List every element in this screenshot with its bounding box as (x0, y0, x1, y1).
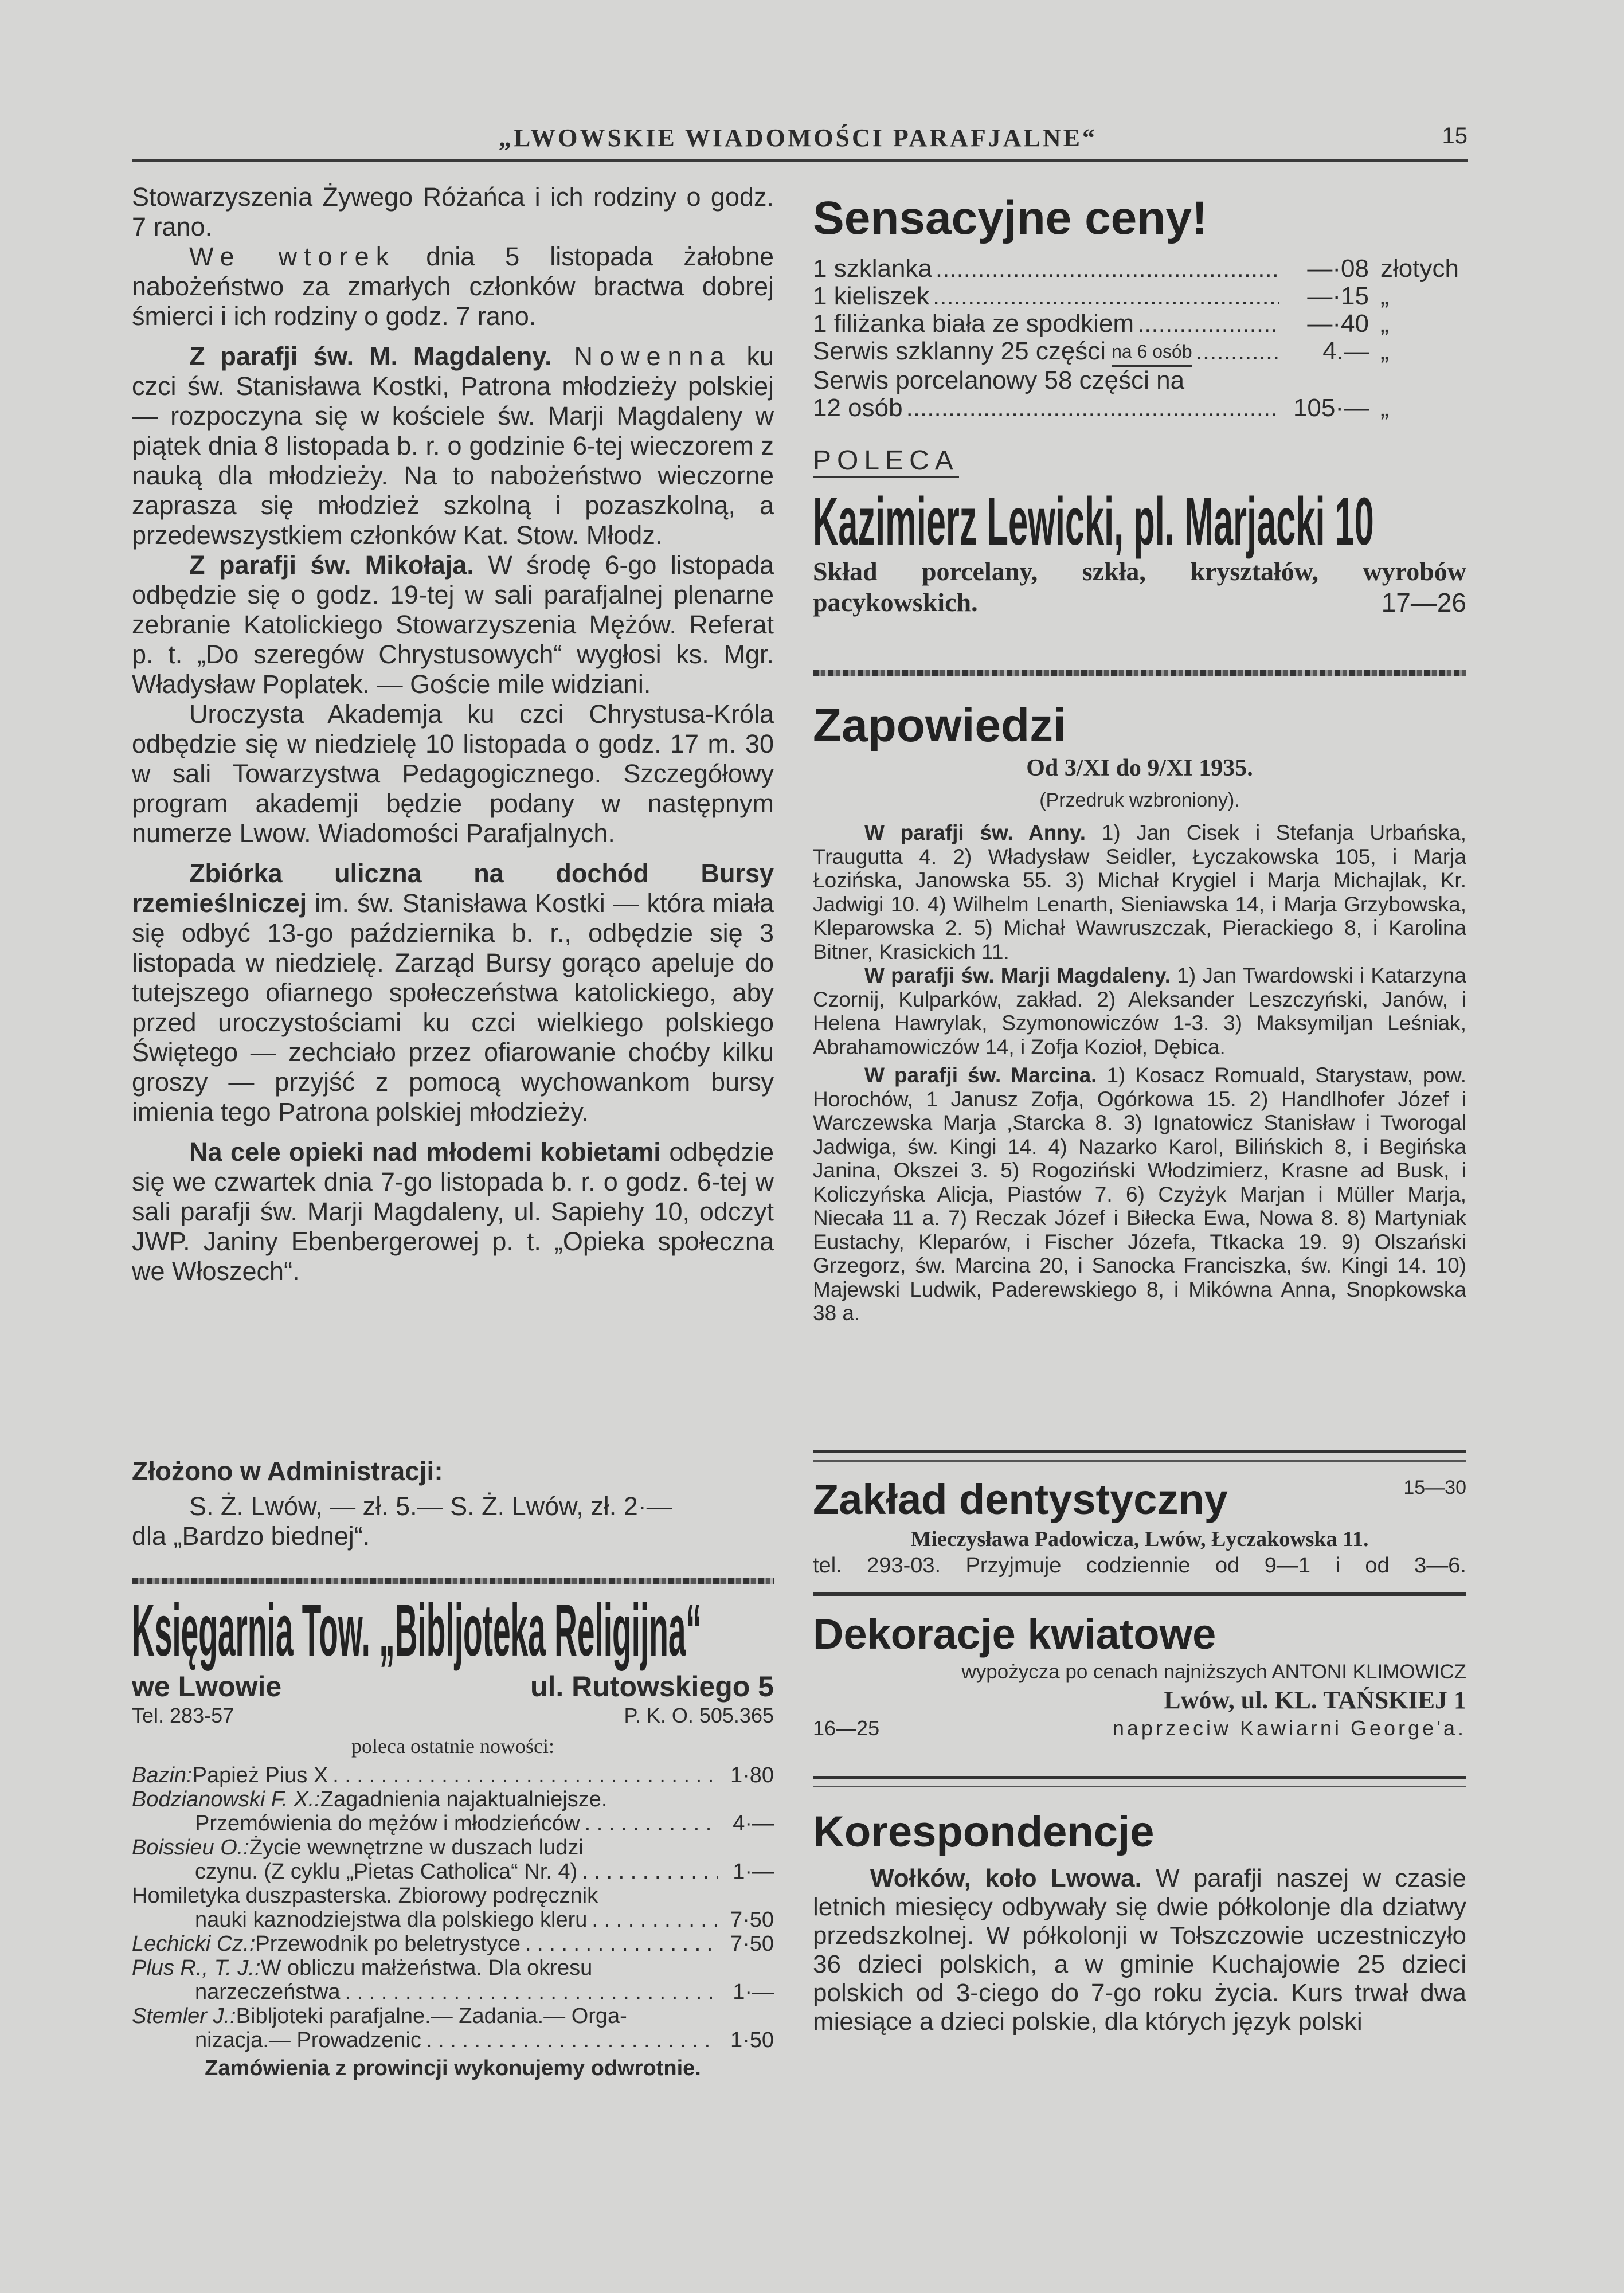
article-paragraph: Z parafji św. Mikołaja. W środę 6-go listopada odbędzie się o godz. 19-tej w sali parafjalnej plenarne zebranie Katolickiego Stowarzyszenia Mężów. Referat p. t. „Do szeregów Chrystusowych“ wygłosi ks. Mgr. Władysław Poplatek. — Goście mile widziani. (132, 550, 774, 699)
shop-name: Kazimierz Lewicki, pl. Marjacki 10 (813, 484, 1374, 559)
price-list (813, 255, 1466, 422)
section-rule (813, 1450, 1466, 1462)
donations-heading: Złożono w Administracji: (132, 1456, 443, 1486)
leader-dots (582, 1860, 718, 1884)
price-unit: złotych (1380, 255, 1459, 283)
leader-dots (426, 2028, 718, 2052)
book-price: 7·50 (730, 1908, 774, 1932)
book-title: Papież Pius X (192, 1763, 328, 1787)
section-rule (813, 1592, 1466, 1596)
book-title: Przewodnik po beletrystyce (255, 1932, 521, 1956)
bookshop-phone: Tel. 283-57 (132, 1704, 234, 1727)
dentist-address: Mieczysława Padowicza, Lwów, Łyczakowska 11. (910, 1527, 1369, 1551)
book-title: Zagadnienia najaktualniejsze. (320, 1787, 608, 1811)
book-entry-continued (132, 2028, 774, 2052)
book-price: 1·50 (730, 2028, 774, 2052)
leader-dots (585, 1811, 718, 1836)
leader-dots (332, 1763, 718, 1787)
book-entry-continued (132, 1980, 774, 2004)
running-header (132, 123, 1468, 158)
donations-notice (132, 1456, 774, 1551)
shop-description: Skład porcelany, szkła, kryształów, wyrobów pacykowskich. (813, 557, 1466, 617)
price-item-label: Serwis szklanny 25 części (813, 337, 1106, 365)
price-value: —·15 (1307, 282, 1369, 310)
donations-line: S. Ż. Lwów, — zł. 5.— S. Ż. Lwów, zł. 2·— (189, 1492, 672, 1521)
banns-parish: W parafji św. Marji Magdaleny. 1) Jan Twardowski i Katarzyna Czornij, Kulparków, zakład. 2) Aleksander Leszczyński, Janów, i Helena Hawrylak, Szymonowiczów 1-3. 3) Maksymiljan Leśniak, Abrahamowiczów 14, i Zofja Kozioł, Dębica. (813, 964, 1467, 1059)
price-unit: „ (1380, 282, 1389, 310)
price-value: 105·— (1293, 394, 1369, 422)
book-entry (132, 2004, 774, 2028)
book-price: 1·— (733, 1980, 774, 2004)
bookshop-pko: P. K. O. 505.365 (624, 1704, 774, 1727)
book-author: Bodzianowski F. X.: (132, 1787, 320, 1811)
recommends-label: POLECA (813, 445, 959, 478)
book-entry (132, 1884, 774, 1908)
price-value: —·40 (1307, 310, 1369, 338)
advert-code: 15—30 (1403, 1477, 1466, 1498)
book-list (132, 1763, 774, 2052)
ornamental-rule (813, 670, 1466, 676)
section-rule (813, 1776, 1466, 1787)
bookshop-address: ul. Rutowskiego 5 (530, 1670, 774, 1703)
article-paragraph: Stowarzyszenia Żywego Różańca i ich rodziny o godz. 7 rano. (132, 182, 774, 241)
bookshop-city: we Lwowie (132, 1670, 282, 1703)
price-unit: „ (1380, 337, 1389, 365)
flowers-advert (813, 1610, 1466, 1742)
price-advert (813, 192, 1466, 618)
book-price: 1·80 (730, 1763, 774, 1787)
price-unit: „ (1380, 394, 1389, 422)
flowers-address: Lwów, ul. KL. TAŃSKIEJ 1 (1164, 1686, 1466, 1714)
book-entry-continued (132, 1908, 774, 1932)
book-author: Stemler J.: (132, 2004, 236, 2028)
bookshop-title: Księgarnia Tow. „Bibljoteka Religijna“ (132, 1590, 702, 1672)
price-row (813, 310, 1466, 338)
price-row-continued (813, 394, 1466, 422)
book-price: 7·50 (730, 1932, 774, 1956)
banns-parish: W parafji św. Anny. 1) Jan Cisek i Stefanja Urbańska, Traugutta 4. 2) Władysław Seidler, Łyczakowska 105, i Marja Łozińska, Janowska 55. 3) Michał Krygiel i Marja Michajlak, Kr. Jadwigi 10. 4) Wilhelm Lenarth, Sieniawska 14, i Marja Grzybowska, Kleparowska 2. 5) Michał Wawruszczak, Pierackiego 8, i Karolina Bitner, Krasickich 11. (813, 821, 1466, 964)
price-item-label: 1 kieliszek (813, 282, 929, 310)
article-paragraph: Na cele opieki nad młodemi kobietami odbędzie się we czwartek dnia 7-go listopada b. r. o godz. 6-tej w sali parafji św. Marji Magdaleny, ul. Sapiehy 10, odczyt JWP. Janiny Ebenbergerowej p. t. „Opieka społeczna we Włoszech“. (132, 1137, 774, 1286)
flowers-title: Dekoracje kwiatowe (813, 1610, 1216, 1658)
dentist-advert (813, 1473, 1466, 1579)
bookshop-intro: poleca ostatnie nowości: (351, 1735, 554, 1758)
leader-dots (1196, 338, 1279, 367)
price-row (813, 338, 1466, 367)
article-paragraph: Zbiórka uliczna na dochód Bursy rzemieślniczej im. św. Stanisława Kostki — która miała się odbyć 13-go października b. r., odbędzie się 3 listopada w niedzielę. Zarząd Bursy gorąco apeluje do tutejszego ofiarnego społeczeństwa katolickiego, aby przed uroczystościami ku czci wielkiego polskiego Świętego — zechciało przez ofiarowanie choćby kilku groszy — przyjść z pomocą wychowankom bursy imienia tego Patrona polskiej młodzieży. (132, 859, 774, 1126)
banns-title: Zapowiedzi (813, 699, 1066, 752)
book-entry (132, 1956, 774, 1980)
leader-dots (936, 255, 1279, 283)
leader-dots (345, 1980, 718, 2004)
price-item-label: 1 filiżanka biała ze spodkiem (813, 310, 1134, 338)
price-advert-title: Sensacyjne ceny! (813, 192, 1208, 244)
book-title-cont: czynu. (Z cyklu „Pietas Catholica“ Nr. 4) (195, 1860, 578, 1884)
periodical-title: „LWOWSKIE WIADOMOŚCI PARAFJALNE“ (499, 124, 1097, 152)
correspondence-paragraph: Wołków, koło Lwowa. W parafji naszej w czasie letnich miesięcy odbywały się dwie półkolonje dla dziatwy przedszkolnej. W półkolonji w Tołszczowie uczestniczyło 36 dzieci polskich, a w gminie Kuchajowie 25 dzieci polskich od 3-ciego do 7-go roku życia. Kurs trwał dwa miesiące a dzieci polskie, dla których język polski (813, 1864, 1467, 2036)
book-title-cont: nauki kaznodziejstwa dla polskiego kleru (195, 1908, 588, 1932)
book-title-cont: nizacja.— Prowadzenic (195, 2028, 421, 2052)
price-item-label: 1 szklanka (813, 255, 932, 283)
book-price: 4·— (733, 1811, 774, 1836)
header-rule (132, 159, 1468, 162)
price-item-label: 12 osób (813, 394, 903, 422)
price-item-label: Serwis porcelanowy 58 części na (813, 366, 1185, 394)
banns-note: (Przedruk wzbroniony). (1039, 789, 1240, 811)
flowers-location: naprzeciw Kawiarni George'a. (1112, 1716, 1466, 1740)
donations-line: dla „Bardzo biednej“. (132, 1521, 370, 1551)
book-entry (132, 1763, 774, 1787)
book-author: Boissieu O.: (132, 1836, 249, 1860)
price-row (813, 367, 1466, 394)
page-number: 15 (1442, 123, 1468, 148)
book-author: Plus R., T. J.: (132, 1956, 261, 1980)
banns-dates: Od 3/XI do 9/XI 1935. (1026, 755, 1253, 781)
book-title-cont: narzeczeństwa (195, 1980, 341, 2004)
book-title: Homiletyka duszpasterska. Zbiorowy podręcznik (132, 1884, 598, 1908)
leader-dots (933, 283, 1279, 310)
leader-dots (525, 1932, 718, 1956)
correspondence-title: Korespondencje (813, 1807, 1155, 1856)
book-entry-continued (132, 1860, 774, 1884)
book-price: 1·— (733, 1860, 774, 1884)
price-row (813, 255, 1466, 283)
leader-dots (1137, 310, 1279, 338)
price-item-note: na 6 osób (1112, 338, 1192, 367)
book-entry (132, 1932, 774, 1956)
correspondence-section (813, 1806, 1466, 2036)
banns-parish: W parafji św. Marcina. 1) Kosacz Romuald, Starystaw, pow. Horochów, 1 Janusz Zofja, Ogórkowa 15. 2) Handlhofer Józef i Warczewska Marja ,Starcka 8. 3) Ignatowicz Stanisław i Tworogal Jadwiga, św. Kingi 14. 4) Nazarko Karol, Bilińskich 8, i Begińska Janina, Okszei 3. 5) Rogoziński Włodzimierz, Krasne ad Busk, i Koliczyńska Alicja, Piastów 7. 6) Czyżyk Marjan i Müller Marja, Niecała 11 a. 7) Reczak Józef i Biłecka Ewa, Nowa 8. 8) Martyniak Eustachy, Kleparów, i Fischer Józefa, Ttkacka 19. 9) Olszański Grzegorz, św. Marcina 20, i Sanocka Franciszka, św. Kingi 14. 10) Majewski Ludwik, Paderewskiego 8, i Mikówna Anna, Snopkowska 38 a. (813, 1063, 1466, 1325)
book-entry (132, 1787, 774, 1811)
article-paragraph: Z parafji św. M. Magdaleny. Nowenna ku czci św. Stanisława Kostki, Patrona młodzieży polskiej — rozpoczyna się w kościele św. Marji Magdaleny w piątek dnia 8 listopada b. r. o godzinie 6-tej wieczorem z nauką dla młodzieży. Na to nabożeństwo wieczorne zaprasza się młodzież szkolną i pozaszkolną, a przedewszystkiem członków Kat. Stow. Młodz. (132, 342, 774, 550)
leader-dots (592, 1908, 718, 1932)
book-title: W obliczu małżeństwa. Dla okresu (260, 1956, 593, 1980)
banns-section (813, 699, 1466, 1325)
price-value: 4.— (1322, 337, 1369, 365)
price-row (813, 283, 1466, 310)
bookshop-advert (132, 1590, 774, 2084)
bookshop-footer: Zamówienia z prowincji wykonujemy odwrotnie. (205, 2056, 701, 2080)
article-paragraph: Uroczysta Akademja ku czci Chrystusa-Króla odbędzie się w niedzielę 10 listopada o godz. 17 m. 30 w sali Towarzystwa Pedagogicznego. Szczegółowy program akademji będzie podany w następnym numerze Lwow. Wiadomości Parafjalnych. (132, 699, 774, 848)
leader-dots (906, 394, 1279, 422)
book-title: Bibljoteki parafjalne.— Zadania.— Orga- (236, 2004, 627, 2028)
price-unit: „ (1380, 310, 1389, 338)
book-author: Lechicki Cz.: (132, 1932, 256, 1956)
price-value: —·08 (1307, 255, 1369, 283)
book-title-cont: Przemówienia do mężów i młodzieńców (195, 1811, 580, 1836)
book-title: Życie wewnętrzne w duszach ludzi (249, 1836, 584, 1860)
advert-code: 17—26 (1381, 588, 1466, 617)
banns-list (813, 821, 1466, 1325)
dentist-title: Zakład dentystyczny (813, 1476, 1228, 1523)
advert-code: 16—25 (813, 1716, 880, 1740)
dentist-hours: tel. 293-03. Przyjmuje codziennie od 9—1 i od 3—6. (813, 1554, 1466, 1578)
book-author: Bazin: (132, 1763, 193, 1787)
left-column-articles (132, 182, 774, 1286)
book-entry-continued (132, 1811, 774, 1836)
flowers-line: wypożycza po cenach najniższych ANTONI KLIMOWICZ (961, 1661, 1466, 1683)
ornamental-rule (132, 1578, 774, 1584)
article-paragraph: We wtorek dnia 5 listopada żałobne nabożeństwo za zmarłych członków bractwa dobrej śmierci i ich rodziny o godz. 7 rano. (132, 242, 774, 331)
book-entry (132, 1836, 774, 1860)
